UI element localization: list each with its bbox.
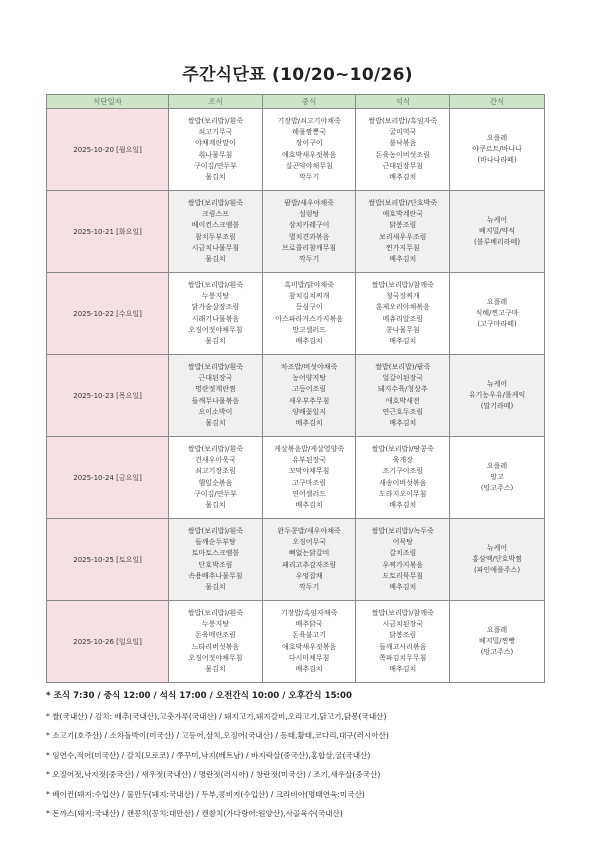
snack-cell — [450, 519, 545, 601]
lunch-item: 유부된장국 — [292, 455, 327, 464]
snack-cell — [450, 191, 545, 273]
breakfast-item: 구이김/연두부 — [193, 489, 237, 498]
origin-notes — [46, 707, 566, 823]
lunch-item: 깍두기 — [298, 583, 320, 592]
snack-item: 뉴케어 — [486, 379, 508, 388]
lunch-item: 기장밥/쇠고기야채죽 — [277, 116, 341, 125]
breakfast-item: 속용배추나물무침 — [188, 571, 243, 580]
breakfast-item: 물김치 — [205, 583, 226, 592]
header-breakfast: 조식 — [169, 95, 263, 109]
lunch-item: 돈육불고기 — [292, 631, 327, 640]
breakfast-item: 오이소박이 — [198, 407, 233, 416]
lunch-item: 망고샐러드 — [292, 325, 327, 334]
snack-item: 요플레 — [486, 461, 508, 470]
breakfast-item: 토마토스크램블 — [191, 549, 240, 558]
dinner-item: 청국장찌개 — [385, 291, 420, 300]
lunch-item: 흑미밥/닭야채죽 — [284, 280, 334, 289]
snack-item: 망고 — [490, 472, 504, 481]
breakfast-item: 야채계란말이 — [195, 139, 236, 148]
snack-item: 베지밀/약식 — [478, 226, 516, 235]
breakfast-item: 물김치 — [205, 419, 226, 428]
lunch-item: 오징어무국 — [292, 537, 327, 546]
lunch-item: 다시마채무침 — [288, 653, 330, 662]
breakfast-item: 물김치 — [205, 255, 226, 264]
lunch-item: 멸치견과볶음 — [288, 232, 330, 241]
dinner-item: 애호박계란국 — [382, 209, 424, 218]
breakfast-item: 취나물무침 — [198, 150, 233, 159]
dinner-item: 배추김치 — [389, 419, 417, 428]
lunch-cell — [262, 355, 356, 437]
snack-item: 요플레 — [486, 133, 508, 142]
lunch-item: 등심구이 — [295, 303, 323, 312]
snack-cell — [450, 355, 545, 437]
breakfast-item: 시래기나물볶음 — [191, 314, 240, 323]
dinner-item: 갈치조림 — [389, 549, 417, 558]
breakfast-item: 닭가슴살장조림 — [191, 303, 240, 312]
lunch-item: 애호박새우젓볶음 — [282, 150, 337, 159]
dinner-item: 도토리묵무침 — [382, 571, 424, 580]
snack-cell — [450, 601, 545, 683]
breakfast-item: 쌀밥(보리밥)/흰죽 — [187, 608, 244, 617]
snack-cell — [450, 437, 545, 519]
table-row — [47, 355, 545, 437]
dinner-item: 근대된장무침 — [382, 161, 424, 170]
breakfast-item: 물김치 — [205, 173, 226, 182]
breakfast-item: 햄잎순볶음 — [198, 478, 233, 487]
lunch-item: 깍두기 — [298, 173, 320, 182]
dinner-item: 쌀밥(보리밥)/단호박죽 — [368, 198, 438, 207]
lunch-item: 아스파라거스가지볶음 — [275, 314, 343, 323]
breakfast-item: 명란젓계란찜 — [195, 385, 236, 394]
breakfast-item: 구이김/연두부 — [193, 161, 237, 170]
lunch-item: 장어구이 — [295, 139, 323, 148]
lunch-item: 새우부추무침 — [288, 396, 330, 405]
lunch-item: 완두콩밥/새우야채죽 — [277, 526, 341, 535]
snack-item: (망고주스) — [480, 484, 514, 493]
breakfast-item: 쌀밥(보리밥)/흰죽 — [187, 280, 244, 289]
snack-item: 홍삼액/단호박찜 — [472, 554, 522, 563]
lunch-item: 배추김치 — [295, 501, 323, 510]
dinner-item: 배추김치 — [389, 583, 417, 592]
lunch-item: 배추김치 — [295, 419, 323, 428]
snack-item: (망고주스) — [480, 648, 514, 657]
dinner-cell — [356, 191, 450, 273]
lunch-item: 배추김치 — [295, 337, 323, 346]
origin-line: * 임연수,적어(미국산) / 갈치(모로코) / 쭈꾸미,낙지(베트남) / 바지락살(중국산),홍합살,굴(국내산) — [46, 750, 371, 760]
breakfast-item: 단호박조림 — [198, 560, 233, 569]
breakfast-cell — [169, 273, 263, 355]
breakfast-item: 크림스프 — [201, 209, 229, 218]
breakfast-item: 누룽지탕 — [201, 619, 229, 628]
origin-line: * 쌀(국내산) / 김치: 배추(국내산),고춧가루(국내산) / 돼지고기,돼지갈비,오리고기,닭고기,닭봉(국내산) — [46, 712, 387, 721]
lunch-item: 뼈없는닭갈비 — [288, 549, 330, 558]
lunch-item: 차조밥/버섯야채죽 — [280, 362, 338, 371]
origin-line: * 베이컨(돼지:수입산) / 물만두(돼지:국내산) / 두부,콩비지(수입산) / 크라비아(명태연육:미국산) — [46, 789, 365, 799]
header-lunch: 중식 — [262, 95, 356, 109]
page-title: 주간식단표 (10/20~10/26) — [182, 65, 413, 85]
snack-item: (고구마라떼) — [477, 320, 517, 329]
dinner-cell — [356, 355, 450, 437]
breakfast-item: 물김치 — [205, 501, 226, 510]
breakfast-item: 참치두부조림 — [195, 232, 236, 241]
dinner-item: 콩나물무침 — [385, 325, 420, 334]
lunch-item: 패리고추감자조림 — [282, 560, 337, 569]
lunch-item: 삼치카레구이 — [288, 221, 330, 230]
breakfast-item: 누룽지탕 — [201, 291, 229, 300]
breakfast-item: 쌀밥(보리밥)/흰죽 — [187, 444, 244, 453]
header-dinner: 석식 — [356, 95, 450, 109]
dinner-item: 돼지수육/청상추 — [377, 385, 428, 394]
header-date: 식단일자 — [47, 95, 169, 109]
dinner-item: 배추김치 — [389, 337, 417, 346]
breakfast-cell — [169, 191, 263, 273]
table-row — [47, 601, 545, 683]
dinner-item: 배추김치 — [389, 173, 417, 182]
breakfast-cell — [169, 437, 263, 519]
lunch-item: 고구마조림 — [292, 478, 327, 487]
menu-date: 2025-10-20 [월요일] — [47, 109, 169, 191]
lunch-item: 브로콜리참깨무침 — [282, 243, 337, 252]
lunch-item: 양배꽃잎지 — [292, 407, 327, 416]
snack-item: 베지밀/찐빵 — [478, 636, 516, 645]
breakfast-cell — [169, 601, 263, 683]
dinner-item: 얼갈이된장국 — [382, 373, 424, 382]
breakfast-item: 근대된장국 — [198, 373, 233, 382]
lunch-cell — [262, 273, 356, 355]
menu-date: 2025-10-23 [목요일] — [47, 355, 169, 437]
table-row — [47, 273, 545, 355]
table-header-row — [47, 95, 545, 109]
breakfast-cell — [169, 519, 263, 601]
snack-item: (파인애플주스) — [474, 566, 521, 575]
breakfast-item: 쌀밥(보리밥)/흰죽 — [187, 198, 244, 207]
dinner-item: 도라지오이무침 — [379, 489, 427, 498]
snack-item: 요플레 — [486, 297, 508, 306]
dinner-item: 배추김치 — [389, 255, 417, 264]
dinner-item: 쌀밥(보리밥)/팥죽 — [375, 362, 431, 371]
lunch-item: 농어양지탕 — [292, 373, 327, 382]
dinner-item: 보리새우우조림 — [379, 232, 427, 241]
lunch-cell — [262, 437, 356, 519]
dinner-item: 배추김치 — [389, 501, 417, 510]
dinner-item: 조기구이조림 — [382, 467, 424, 476]
table-row — [47, 191, 545, 273]
breakfast-cell — [169, 355, 263, 437]
dinner-item: 닭봉조림 — [389, 631, 417, 640]
snack-item: 야쿠르트/바나나 — [472, 144, 522, 153]
meal-hours: * 조식 7:30 / 중식 12:00 / 석식 17:00 / 오전간식 10:00 / 오후간식 15:00 — [46, 691, 352, 701]
snack-item: (말기라떼) — [480, 402, 514, 411]
snack-item: 뉴케어 — [486, 215, 508, 224]
table-row — [47, 437, 545, 519]
breakfast-item: 쇠고기무국 — [198, 127, 233, 136]
lunch-cell — [262, 191, 356, 273]
lunch-item: 꼬막야채무침 — [288, 467, 330, 476]
dinner-item: 쪽파김치무무침 — [379, 653, 427, 662]
dinner-item: 시금치된장국 — [382, 619, 424, 628]
breakfast-item: 쌀밥(보리밥)/흰죽 — [187, 362, 244, 371]
lunch-item: 실곤약야채무침 — [285, 161, 333, 170]
breakfast-item: 느타리버섯볶음 — [191, 642, 240, 651]
dinner-item: 쌀밥(보리밥)/흑임자죽 — [368, 116, 438, 125]
dinner-item: 육개장 — [392, 455, 413, 464]
dinner-cell — [356, 601, 450, 683]
lunch-item: 배추닭국 — [295, 619, 323, 628]
lunch-item: 참치김치찌개 — [288, 291, 330, 300]
breakfast-item: 들깨무나물볶음 — [191, 396, 240, 405]
lunch-item: 고등어조림 — [292, 385, 327, 394]
dinner-item: 들깨고사리볶음 — [379, 642, 427, 651]
snack-item: (블루베리라떼) — [474, 238, 521, 247]
dinner-item: 불낙볶음 — [389, 139, 417, 148]
origin-line: * 오징어젓,낙지젓(중국산) / 새우젓(국내산) / 명란젓(러시아) / 창란젓(미국산) / 조기,새우살(중국산) — [46, 770, 381, 780]
breakfast-item: 들깨순두부탕 — [195, 537, 236, 546]
lunch-item: 기장밥/흑임자채죽 — [280, 608, 338, 617]
lunch-item: 해물짬뽕국 — [292, 127, 327, 136]
breakfast-item: 물김치 — [205, 665, 226, 674]
dinner-cell — [356, 109, 450, 191]
menu-date: 2025-10-21 [화요일] — [47, 191, 169, 273]
dinner-item: 메츄리알조림 — [382, 314, 424, 323]
dinner-item: 돈육농이버섯조림 — [375, 150, 430, 159]
dinner-item: 굴미역국 — [389, 127, 417, 136]
lunch-cell — [262, 601, 356, 683]
breakfast-item: 오징어젓야채무침 — [188, 325, 243, 334]
breakfast-item: 돈육메란조림 — [195, 631, 236, 640]
snack-item: 뉴케어 — [486, 543, 508, 552]
table-row — [47, 109, 545, 191]
breakfast-item: 쌀밥(보리밥)/흰죽 — [187, 116, 244, 125]
weekly-menu-table — [46, 94, 545, 683]
dinner-item: 연근호두조림 — [382, 407, 424, 416]
dinner-item: 새송이버섯볶음 — [379, 478, 427, 487]
lunch-item: 팥밥/새우야채죽 — [284, 198, 334, 207]
snack-item: (바나나라떼) — [477, 156, 517, 165]
dinner-item: 쌀밥(보리밥)/참깨죽 — [371, 608, 434, 617]
menu-date: 2025-10-24 [금요일] — [47, 437, 169, 519]
breakfast-item: 건새우아욱국 — [195, 455, 236, 464]
origin-line: * 돈까스(돼지:국내산) / 캔꽁치(꽁치:대만산) / 캔참치(가다랑어:원양산),사골육수(국내산) — [46, 809, 343, 819]
breakfast-item: 오징어젓야채무침 — [188, 653, 243, 662]
dinner-item: 쌀밥(보리밥)/참깨죽 — [371, 280, 434, 289]
breakfast-item: 물김치 — [205, 337, 226, 346]
dinner-cell — [356, 519, 450, 601]
lunch-item: 깍두기 — [298, 255, 320, 264]
breakfast-item: 쌀밥(보리밥)/흰죽 — [187, 526, 244, 535]
dinner-item: 어묵탕 — [392, 537, 413, 546]
menu-date: 2025-10-26 [일요일] — [47, 601, 169, 683]
dinner-item: 찐가지무침 — [385, 243, 420, 252]
dinner-item: 애호박새전 — [385, 396, 420, 405]
dinner-item: 우찌가지볶음 — [382, 560, 424, 569]
table-row — [47, 519, 545, 601]
snack-item: 요플레 — [486, 625, 508, 634]
breakfast-item: 베이컨스크램블 — [191, 221, 240, 230]
snack-cell — [450, 109, 545, 191]
lunch-item: 배추김치 — [295, 665, 323, 674]
lunch-item: 연어샐러드 — [292, 489, 327, 498]
breakfast-item: 쇠고기장조림 — [195, 467, 236, 476]
lunch-item: 설렁탕 — [298, 209, 320, 218]
breakfast-item: 시금치나물무침 — [191, 243, 240, 252]
lunch-item: 게살볶음밥/게살영양죽 — [274, 444, 345, 453]
menu-date: 2025-10-22 [수요일] — [47, 273, 169, 355]
snack-item: 유기농우유/롤케익 — [468, 390, 526, 399]
dinner-item: 쌀밥(보리밥)/녹두죽 — [371, 526, 434, 535]
breakfast-cell — [169, 109, 263, 191]
dinner-item: 닭봉조림 — [389, 221, 417, 230]
menu-date: 2025-10-25 [토요일] — [47, 519, 169, 601]
dinner-item: 훈제오리야채볶음 — [375, 303, 430, 312]
dinner-cell — [356, 437, 450, 519]
dinner-item: 쌀밥(보리밥)/땅콩죽 — [371, 444, 434, 453]
snack-cell — [450, 273, 545, 355]
dinner-cell — [356, 273, 450, 355]
lunch-cell — [262, 519, 356, 601]
snack-item: 식혜/찐고구마 — [475, 308, 519, 317]
lunch-item: 우엉잡채 — [295, 571, 323, 580]
origin-line: * 소고기(호주산) / 소차돌박이(미국산) / 고등어,삼치,오징어(국내산) / 동태,황태,코다리,대구(러시아산) — [46, 731, 389, 741]
dinner-item: 배추김치 — [389, 665, 417, 674]
lunch-item: 애호박새우젓볶음 — [282, 642, 337, 651]
header-snack: 간식 — [450, 95, 545, 109]
lunch-cell — [262, 109, 356, 191]
